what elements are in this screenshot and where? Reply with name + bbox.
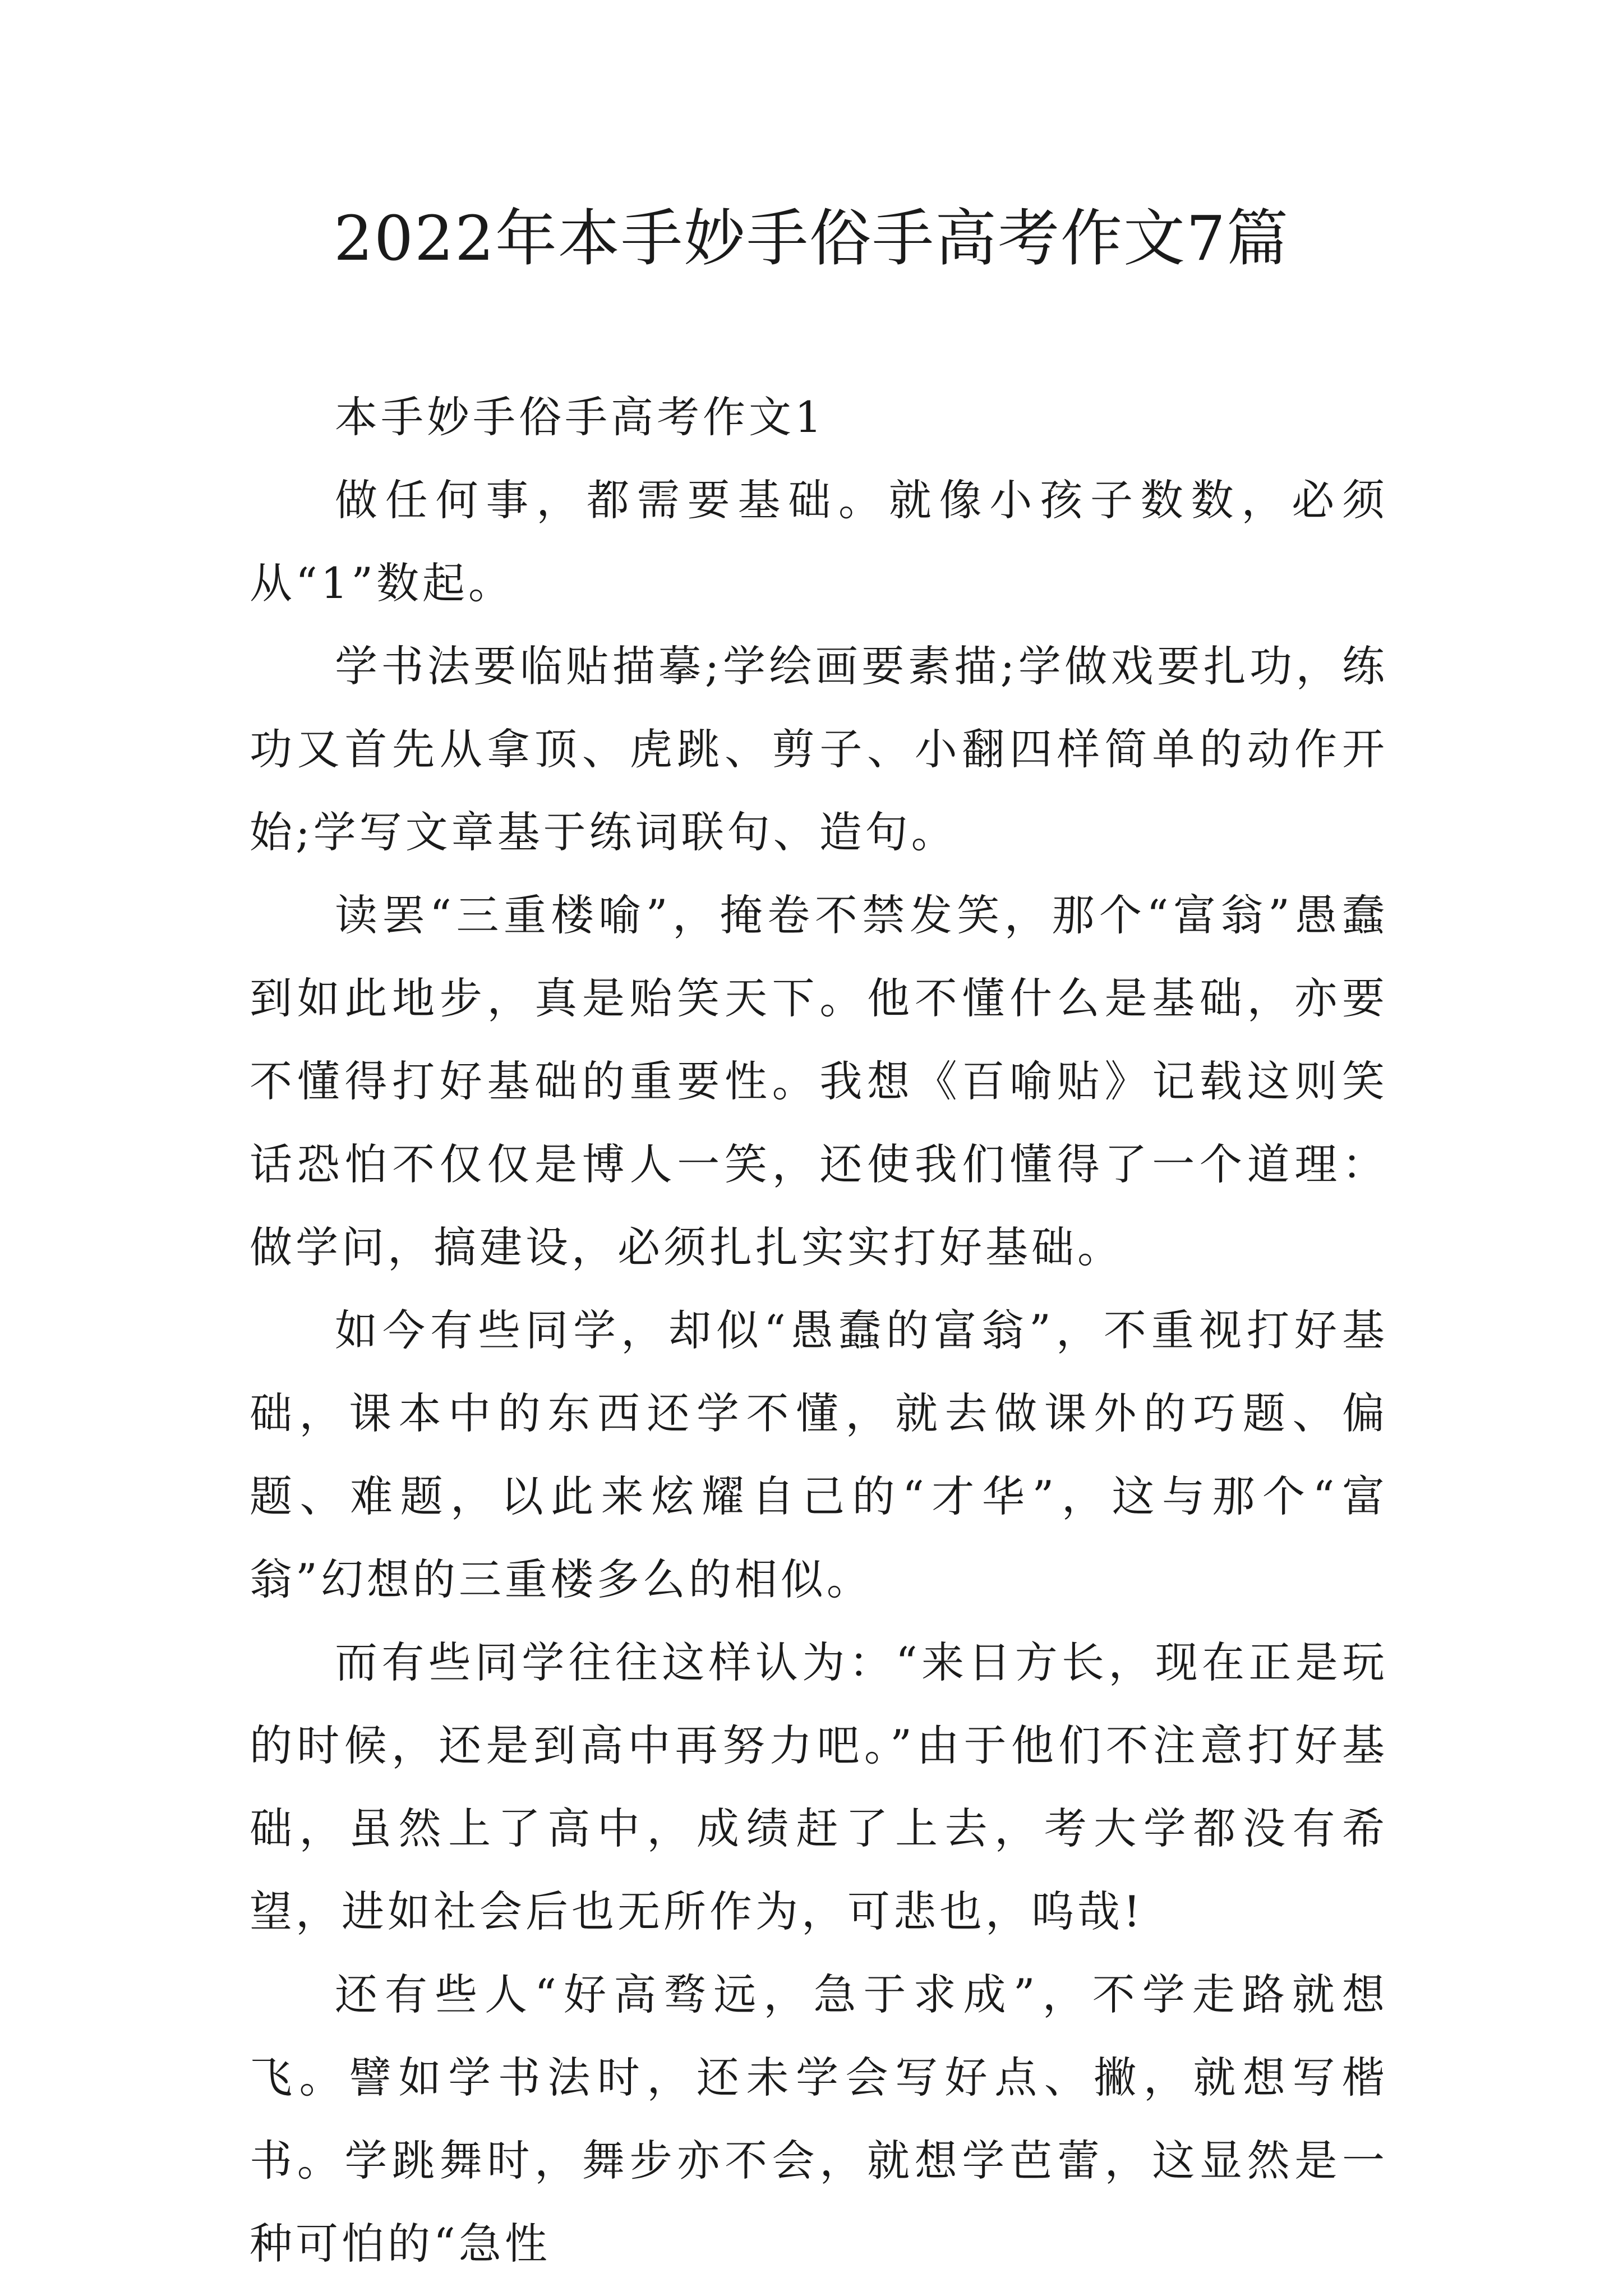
paragraph: 做任何事，都需要基础。就像小孩子数数，必须从“1”数起。 — [250, 475, 1388, 608]
paragraph: 如今有些同学，却似“愚蠢的富翁”，不重视打好基础，课本中的东西还学不懂，就去做课外的巧题、偏题、难题，以此来炫耀自己的“才华”，这与那个“富翁”幻想的三重楼多么的相似。 — [250, 1305, 1388, 1604]
essay-heading: 本手妙手俗手高考作文1 — [335, 392, 826, 442]
paragraph: 读罢“三重楼喻”，掩卷不禁发笑，那个“富翁”愚蠢到如此地步，真是贻笑天下。他不懂什么是基础，亦要不懂得打好基础的重要性。我想《百喻贴》记载这则笑话恐怕不仅仅是博人一笑，还使我们懂得了一个道理：做学问，搞建设，必须扎扎实实打好基础。 — [250, 890, 1388, 1272]
paragraph: 学书法要临贴描摹;学绘画要素描;学做戏要扎功，练功又首先从拿顶、虎跳、剪子、小翻四样简单的动作开始;学写文章基于练词联句、造句。 — [250, 641, 1388, 857]
document-body — [250, 376, 1388, 2285]
paragraph: 而有些同学往往这样认为：“来日方长，现在正是玩的时候，还是到高中再努力吧。”由于他们不注意打好基础，虽然上了高中，成绩赶了上去，考大学都没有希望，进如社会后也无所作为，可悲也，呜哉! — [250, 1637, 1388, 1936]
paragraph: 还有些人“好高骛远，急于求成”，不学走路就想飞。譬如学书法时，还未学会写好点、撇，就想写楷书。学跳舞时，舞步亦不会，就想学芭蕾，这显然是一种可怕的“急性 — [250, 1970, 1388, 2269]
document-title: 2022年本手妙手俗手高考作文7篇 — [334, 203, 1289, 274]
